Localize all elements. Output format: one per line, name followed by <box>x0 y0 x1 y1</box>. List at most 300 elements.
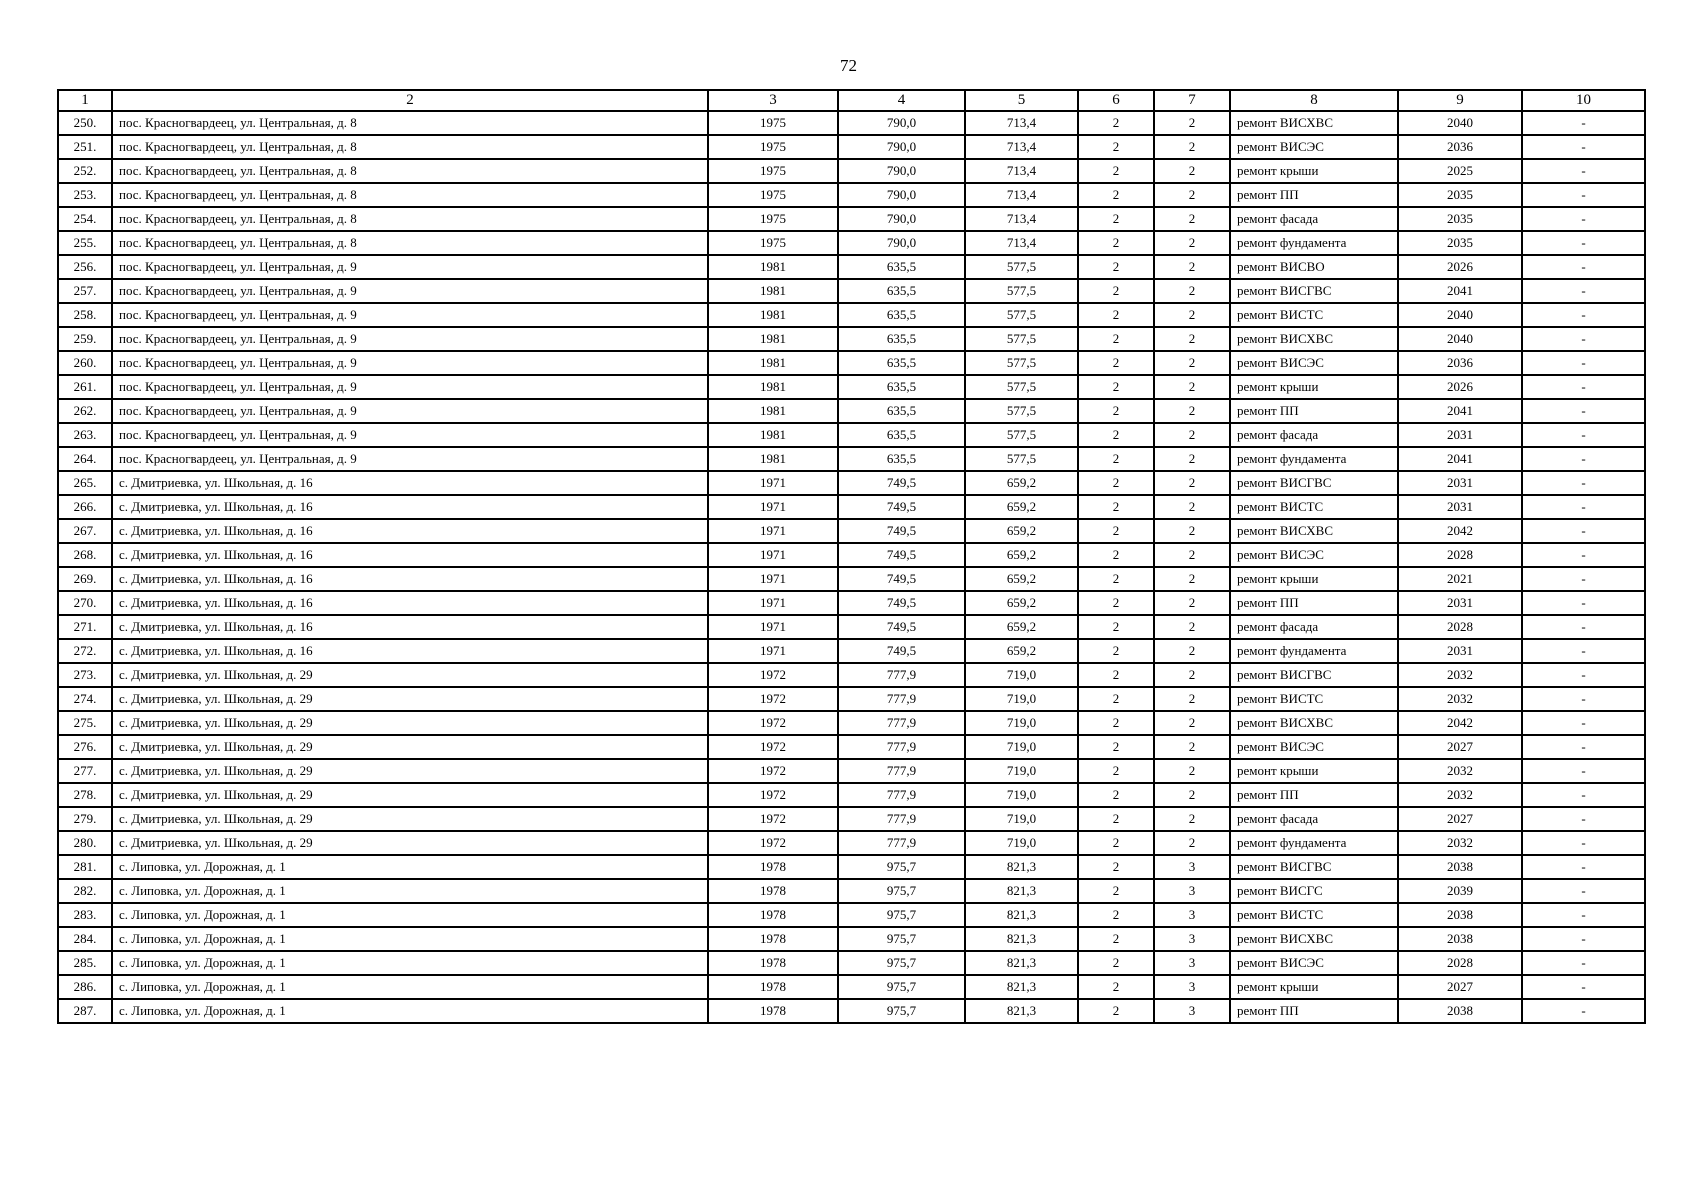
planned-year-cell: 2021 <box>1398 567 1522 591</box>
floors-cell: 2 <box>1078 207 1154 231</box>
entrances-cell: 2 <box>1154 327 1230 351</box>
entrances-cell: 3 <box>1154 975 1230 999</box>
row-number-cell: 275. <box>58 711 112 735</box>
year-cell: 1978 <box>708 951 838 975</box>
table-row <box>58 759 1645 783</box>
note-cell: - <box>1522 375 1645 399</box>
planned-year-cell: 2032 <box>1398 663 1522 687</box>
floors-cell: 2 <box>1078 831 1154 855</box>
entrances-cell: 2 <box>1154 231 1230 255</box>
living-area-cell: 719,0 <box>965 711 1078 735</box>
work-type-cell: ремонт крыши <box>1230 759 1398 783</box>
table-row <box>58 111 1645 135</box>
work-type-cell: ремонт ВИСТС <box>1230 495 1398 519</box>
year-cell: 1975 <box>708 183 838 207</box>
note-cell: - <box>1522 351 1645 375</box>
work-type-cell: ремонт ПП <box>1230 999 1398 1023</box>
note-cell: - <box>1522 879 1645 903</box>
living-area-cell: 719,0 <box>965 783 1078 807</box>
entrances-cell: 2 <box>1154 447 1230 471</box>
living-area-cell: 821,3 <box>965 879 1078 903</box>
total-area-cell: 975,7 <box>838 999 965 1023</box>
work-type-cell: ремонт ВИСТС <box>1230 303 1398 327</box>
work-type-cell: ремонт ВИСХВС <box>1230 711 1398 735</box>
floors-cell: 2 <box>1078 639 1154 663</box>
work-type-cell: ремонт крыши <box>1230 567 1398 591</box>
table-row <box>58 927 1645 951</box>
total-area-cell: 790,0 <box>838 183 965 207</box>
address-cell: с. Липовка, ул. Дорожная, д. 1 <box>112 903 708 927</box>
floors-cell: 2 <box>1078 927 1154 951</box>
row-number-cell: 271. <box>58 615 112 639</box>
entrances-cell: 2 <box>1154 255 1230 279</box>
floors-cell: 2 <box>1078 759 1154 783</box>
note-cell: - <box>1522 159 1645 183</box>
living-area-cell: 713,4 <box>965 183 1078 207</box>
living-area-cell: 577,5 <box>965 255 1078 279</box>
floors-cell: 2 <box>1078 279 1154 303</box>
year-cell: 1971 <box>708 495 838 519</box>
floors-cell: 2 <box>1078 159 1154 183</box>
living-area-cell: 719,0 <box>965 687 1078 711</box>
total-area-cell: 635,5 <box>838 399 965 423</box>
planned-year-cell: 2032 <box>1398 759 1522 783</box>
note-cell: - <box>1522 183 1645 207</box>
entrances-cell: 2 <box>1154 687 1230 711</box>
total-area-cell: 777,9 <box>838 783 965 807</box>
year-cell: 1972 <box>708 831 838 855</box>
living-area-cell: 713,4 <box>965 159 1078 183</box>
note-cell: - <box>1522 207 1645 231</box>
floors-cell: 2 <box>1078 615 1154 639</box>
work-type-cell: ремонт ВИСЭС <box>1230 735 1398 759</box>
year-cell: 1971 <box>708 591 838 615</box>
year-cell: 1981 <box>708 303 838 327</box>
planned-year-cell: 2028 <box>1398 951 1522 975</box>
planned-year-cell: 2027 <box>1398 735 1522 759</box>
note-cell: - <box>1522 543 1645 567</box>
address-cell: с. Дмитриевка, ул. Школьная, д. 29 <box>112 831 708 855</box>
row-number-cell: 258. <box>58 303 112 327</box>
floors-cell: 2 <box>1078 687 1154 711</box>
work-type-cell: ремонт ВИСГВС <box>1230 279 1398 303</box>
table-row <box>58 711 1645 735</box>
address-cell: с. Липовка, ул. Дорожная, д. 1 <box>112 855 708 879</box>
entrances-cell: 2 <box>1154 639 1230 663</box>
year-cell: 1978 <box>708 975 838 999</box>
note-cell: - <box>1522 279 1645 303</box>
address-cell: пос. Красногвардеец, ул. Центральная, д. 9 <box>112 351 708 375</box>
living-area-cell: 713,4 <box>965 135 1078 159</box>
note-cell: - <box>1522 495 1645 519</box>
column-header: 9 <box>1398 90 1522 111</box>
planned-year-cell: 2036 <box>1398 351 1522 375</box>
planned-year-cell: 2041 <box>1398 279 1522 303</box>
total-area-cell: 749,5 <box>838 495 965 519</box>
entrances-cell: 3 <box>1154 999 1230 1023</box>
work-type-cell: ремонт фундамента <box>1230 831 1398 855</box>
row-number-cell: 255. <box>58 231 112 255</box>
row-number-cell: 273. <box>58 663 112 687</box>
living-area-cell: 577,5 <box>965 447 1078 471</box>
living-area-cell: 577,5 <box>965 351 1078 375</box>
floors-cell: 2 <box>1078 399 1154 423</box>
year-cell: 1978 <box>708 927 838 951</box>
total-area-cell: 635,5 <box>838 351 965 375</box>
row-number-cell: 266. <box>58 495 112 519</box>
work-type-cell: ремонт крыши <box>1230 375 1398 399</box>
work-type-cell: ремонт фасада <box>1230 423 1398 447</box>
work-type-cell: ремонт фасада <box>1230 615 1398 639</box>
planned-year-cell: 2031 <box>1398 423 1522 447</box>
living-area-cell: 659,2 <box>965 591 1078 615</box>
living-area-cell: 659,2 <box>965 615 1078 639</box>
address-cell: с. Липовка, ул. Дорожная, д. 1 <box>112 927 708 951</box>
total-area-cell: 777,9 <box>838 663 965 687</box>
table-row <box>58 327 1645 351</box>
year-cell: 1972 <box>708 783 838 807</box>
table-row <box>58 255 1645 279</box>
row-number-cell: 284. <box>58 927 112 951</box>
work-type-cell: ремонт фундамента <box>1230 231 1398 255</box>
address-cell: с. Дмитриевка, ул. Школьная, д. 29 <box>112 735 708 759</box>
total-area-cell: 749,5 <box>838 567 965 591</box>
living-area-cell: 821,3 <box>965 951 1078 975</box>
floors-cell: 2 <box>1078 543 1154 567</box>
planned-year-cell: 2031 <box>1398 495 1522 519</box>
row-number-cell: 283. <box>58 903 112 927</box>
table-row <box>58 279 1645 303</box>
row-number-cell: 280. <box>58 831 112 855</box>
address-cell: с. Дмитриевка, ул. Школьная, д. 16 <box>112 567 708 591</box>
planned-year-cell: 2042 <box>1398 519 1522 543</box>
note-cell: - <box>1522 831 1645 855</box>
year-cell: 1978 <box>708 855 838 879</box>
table-body <box>58 111 1645 1023</box>
planned-year-cell: 2041 <box>1398 399 1522 423</box>
planned-year-cell: 2038 <box>1398 999 1522 1023</box>
note-cell: - <box>1522 327 1645 351</box>
floors-cell: 2 <box>1078 375 1154 399</box>
year-cell: 1972 <box>708 687 838 711</box>
table-row <box>58 399 1645 423</box>
note-cell: - <box>1522 255 1645 279</box>
total-area-cell: 975,7 <box>838 975 965 999</box>
address-cell: пос. Красногвардеец, ул. Центральная, д. 8 <box>112 183 708 207</box>
floors-cell: 2 <box>1078 423 1154 447</box>
table-row <box>58 447 1645 471</box>
living-area-cell: 659,2 <box>965 543 1078 567</box>
work-type-cell: ремонт ВИСГС <box>1230 879 1398 903</box>
address-cell: с. Дмитриевка, ул. Школьная, д. 29 <box>112 783 708 807</box>
living-area-cell: 659,2 <box>965 519 1078 543</box>
work-type-cell: ремонт ВИСГВС <box>1230 471 1398 495</box>
total-area-cell: 749,5 <box>838 639 965 663</box>
floors-cell: 2 <box>1078 303 1154 327</box>
planned-year-cell: 2035 <box>1398 207 1522 231</box>
work-type-cell: ремонт фундамента <box>1230 447 1398 471</box>
note-cell: - <box>1522 807 1645 831</box>
row-number-cell: 259. <box>58 327 112 351</box>
note-cell: - <box>1522 471 1645 495</box>
floors-cell: 2 <box>1078 351 1154 375</box>
address-cell: с. Дмитриевка, ул. Школьная, д. 16 <box>112 591 708 615</box>
entrances-cell: 2 <box>1154 519 1230 543</box>
planned-year-cell: 2032 <box>1398 831 1522 855</box>
planned-year-cell: 2028 <box>1398 543 1522 567</box>
year-cell: 1972 <box>708 711 838 735</box>
total-area-cell: 777,9 <box>838 687 965 711</box>
planned-year-cell: 2031 <box>1398 471 1522 495</box>
entrances-cell: 2 <box>1154 279 1230 303</box>
year-cell: 1975 <box>708 111 838 135</box>
address-cell: с. Дмитриевка, ул. Школьная, д. 16 <box>112 519 708 543</box>
total-area-cell: 975,7 <box>838 903 965 927</box>
address-cell: с. Липовка, ул. Дорожная, д. 1 <box>112 999 708 1023</box>
entrances-cell: 2 <box>1154 807 1230 831</box>
total-area-cell: 777,9 <box>838 711 965 735</box>
column-header: 7 <box>1154 90 1230 111</box>
work-type-cell: ремонт ПП <box>1230 591 1398 615</box>
living-area-cell: 659,2 <box>965 639 1078 663</box>
planned-year-cell: 2025 <box>1398 159 1522 183</box>
entrances-cell: 2 <box>1154 543 1230 567</box>
entrances-cell: 2 <box>1154 711 1230 735</box>
address-cell: пос. Красногвардеец, ул. Центральная, д. 8 <box>112 207 708 231</box>
living-area-cell: 577,5 <box>965 423 1078 447</box>
living-area-cell: 659,2 <box>965 495 1078 519</box>
planned-year-cell: 2040 <box>1398 303 1522 327</box>
total-area-cell: 777,9 <box>838 759 965 783</box>
table-row <box>58 999 1645 1023</box>
floors-cell: 2 <box>1078 519 1154 543</box>
work-type-cell: ремонт ВИСЭС <box>1230 351 1398 375</box>
table-row <box>58 639 1645 663</box>
work-type-cell: ремонт ВИСХВС <box>1230 927 1398 951</box>
row-number-cell: 256. <box>58 255 112 279</box>
work-type-cell: ремонт ВИСХВС <box>1230 327 1398 351</box>
row-number-cell: 286. <box>58 975 112 999</box>
total-area-cell: 749,5 <box>838 471 965 495</box>
living-area-cell: 719,0 <box>965 831 1078 855</box>
planned-year-cell: 2042 <box>1398 711 1522 735</box>
total-area-cell: 635,5 <box>838 447 965 471</box>
table-row <box>58 159 1645 183</box>
note-cell: - <box>1522 711 1645 735</box>
entrances-cell: 2 <box>1154 591 1230 615</box>
year-cell: 1971 <box>708 639 838 663</box>
living-area-cell: 577,5 <box>965 303 1078 327</box>
total-area-cell: 777,9 <box>838 735 965 759</box>
entrances-cell: 2 <box>1154 615 1230 639</box>
note-cell: - <box>1522 975 1645 999</box>
table-row <box>58 519 1645 543</box>
living-area-cell: 719,0 <box>965 735 1078 759</box>
floors-cell: 2 <box>1078 495 1154 519</box>
address-cell: с. Дмитриевка, ул. Школьная, д. 16 <box>112 543 708 567</box>
entrances-cell: 3 <box>1154 903 1230 927</box>
address-cell: пос. Красногвардеец, ул. Центральная, д. 9 <box>112 303 708 327</box>
row-number-cell: 279. <box>58 807 112 831</box>
planned-year-cell: 2040 <box>1398 111 1522 135</box>
floors-cell: 2 <box>1078 711 1154 735</box>
table-row <box>58 351 1645 375</box>
year-cell: 1971 <box>708 543 838 567</box>
entrances-cell: 3 <box>1154 879 1230 903</box>
floors-cell: 2 <box>1078 231 1154 255</box>
year-cell: 1975 <box>708 159 838 183</box>
work-type-cell: ремонт ВИСТС <box>1230 903 1398 927</box>
row-number-cell: 252. <box>58 159 112 183</box>
table-row <box>58 687 1645 711</box>
table-row <box>58 663 1645 687</box>
row-number-cell: 250. <box>58 111 112 135</box>
address-cell: с. Дмитриевка, ул. Школьная, д. 16 <box>112 639 708 663</box>
table-row <box>58 903 1645 927</box>
table-row <box>58 183 1645 207</box>
floors-cell: 2 <box>1078 447 1154 471</box>
total-area-cell: 975,7 <box>838 855 965 879</box>
entrances-cell: 2 <box>1154 111 1230 135</box>
year-cell: 1972 <box>708 663 838 687</box>
living-area-cell: 719,0 <box>965 807 1078 831</box>
table-row <box>58 615 1645 639</box>
floors-cell: 2 <box>1078 903 1154 927</box>
row-number-cell: 281. <box>58 855 112 879</box>
total-area-cell: 790,0 <box>838 207 965 231</box>
work-type-cell: ремонт ВИСЭС <box>1230 951 1398 975</box>
table-row <box>58 471 1645 495</box>
column-header: 6 <box>1078 90 1154 111</box>
column-header: 5 <box>965 90 1078 111</box>
table-row <box>58 855 1645 879</box>
floors-cell: 2 <box>1078 327 1154 351</box>
row-number-cell: 264. <box>58 447 112 471</box>
floors-cell: 2 <box>1078 735 1154 759</box>
work-type-cell: ремонт ПП <box>1230 183 1398 207</box>
work-type-cell: ремонт фундамента <box>1230 639 1398 663</box>
entrances-cell: 2 <box>1154 135 1230 159</box>
note-cell: - <box>1522 903 1645 927</box>
address-cell: пос. Красногвардеец, ул. Центральная, д. 9 <box>112 255 708 279</box>
row-number-cell: 282. <box>58 879 112 903</box>
table-row <box>58 423 1645 447</box>
row-number-cell: 253. <box>58 183 112 207</box>
living-area-cell: 821,3 <box>965 903 1078 927</box>
year-cell: 1981 <box>708 279 838 303</box>
year-cell: 1981 <box>708 375 838 399</box>
total-area-cell: 790,0 <box>838 111 965 135</box>
address-cell: пос. Красногвардеец, ул. Центральная, д. 9 <box>112 375 708 399</box>
total-area-cell: 777,9 <box>838 807 965 831</box>
column-header: 4 <box>838 90 965 111</box>
note-cell: - <box>1522 783 1645 807</box>
year-cell: 1971 <box>708 519 838 543</box>
table-row <box>58 567 1645 591</box>
table-row <box>58 807 1645 831</box>
entrances-cell: 2 <box>1154 663 1230 687</box>
table-row <box>58 375 1645 399</box>
entrances-cell: 2 <box>1154 495 1230 519</box>
row-number-cell: 267. <box>58 519 112 543</box>
table-row <box>58 879 1645 903</box>
work-type-cell: ремонт ВИСГВС <box>1230 663 1398 687</box>
column-header: 8 <box>1230 90 1398 111</box>
row-number-cell: 260. <box>58 351 112 375</box>
row-number-cell: 269. <box>58 567 112 591</box>
floors-cell: 2 <box>1078 567 1154 591</box>
note-cell: - <box>1522 855 1645 879</box>
address-cell: с. Дмитриевка, ул. Школьная, д. 29 <box>112 807 708 831</box>
total-area-cell: 790,0 <box>838 159 965 183</box>
year-cell: 1971 <box>708 567 838 591</box>
total-area-cell: 749,5 <box>838 591 965 615</box>
year-cell: 1978 <box>708 879 838 903</box>
planned-year-cell: 2032 <box>1398 687 1522 711</box>
floors-cell: 2 <box>1078 783 1154 807</box>
table-header <box>58 90 1645 111</box>
year-cell: 1981 <box>708 255 838 279</box>
address-cell: с. Дмитриевка, ул. Школьная, д. 29 <box>112 759 708 783</box>
note-cell: - <box>1522 951 1645 975</box>
living-area-cell: 577,5 <box>965 399 1078 423</box>
floors-cell: 2 <box>1078 111 1154 135</box>
year-cell: 1972 <box>708 807 838 831</box>
entrances-cell: 2 <box>1154 735 1230 759</box>
floors-cell: 2 <box>1078 879 1154 903</box>
living-area-cell: 577,5 <box>965 375 1078 399</box>
planned-year-cell: 2026 <box>1398 255 1522 279</box>
planned-year-cell: 2032 <box>1398 783 1522 807</box>
living-area-cell: 713,4 <box>965 111 1078 135</box>
entrances-cell: 2 <box>1154 471 1230 495</box>
entrances-cell: 2 <box>1154 375 1230 399</box>
entrances-cell: 2 <box>1154 351 1230 375</box>
row-number-cell: 265. <box>58 471 112 495</box>
row-number-cell: 257. <box>58 279 112 303</box>
living-area-cell: 821,3 <box>965 927 1078 951</box>
note-cell: - <box>1522 927 1645 951</box>
total-area-cell: 790,0 <box>838 231 965 255</box>
total-area-cell: 635,5 <box>838 375 965 399</box>
floors-cell: 2 <box>1078 183 1154 207</box>
note-cell: - <box>1522 399 1645 423</box>
total-area-cell: 635,5 <box>838 255 965 279</box>
total-area-cell: 635,5 <box>838 423 965 447</box>
floors-cell: 2 <box>1078 807 1154 831</box>
note-cell: - <box>1522 639 1645 663</box>
year-cell: 1981 <box>708 399 838 423</box>
year-cell: 1978 <box>708 903 838 927</box>
living-area-cell: 659,2 <box>965 567 1078 591</box>
note-cell: - <box>1522 687 1645 711</box>
entrances-cell: 2 <box>1154 399 1230 423</box>
address-cell: с. Липовка, ул. Дорожная, д. 1 <box>112 975 708 999</box>
entrances-cell: 2 <box>1154 183 1230 207</box>
work-type-cell: ремонт фасада <box>1230 807 1398 831</box>
table-row <box>58 831 1645 855</box>
row-number-cell: 254. <box>58 207 112 231</box>
address-cell: с. Дмитриевка, ул. Школьная, д. 29 <box>112 663 708 687</box>
work-type-cell: ремонт крыши <box>1230 975 1398 999</box>
work-type-cell: ремонт ПП <box>1230 399 1398 423</box>
total-area-cell: 635,5 <box>838 327 965 351</box>
planned-year-cell: 2038 <box>1398 903 1522 927</box>
column-header: 2 <box>112 90 708 111</box>
floors-cell: 2 <box>1078 591 1154 615</box>
row-number-cell: 251. <box>58 135 112 159</box>
work-type-cell: ремонт ВИСЭС <box>1230 135 1398 159</box>
